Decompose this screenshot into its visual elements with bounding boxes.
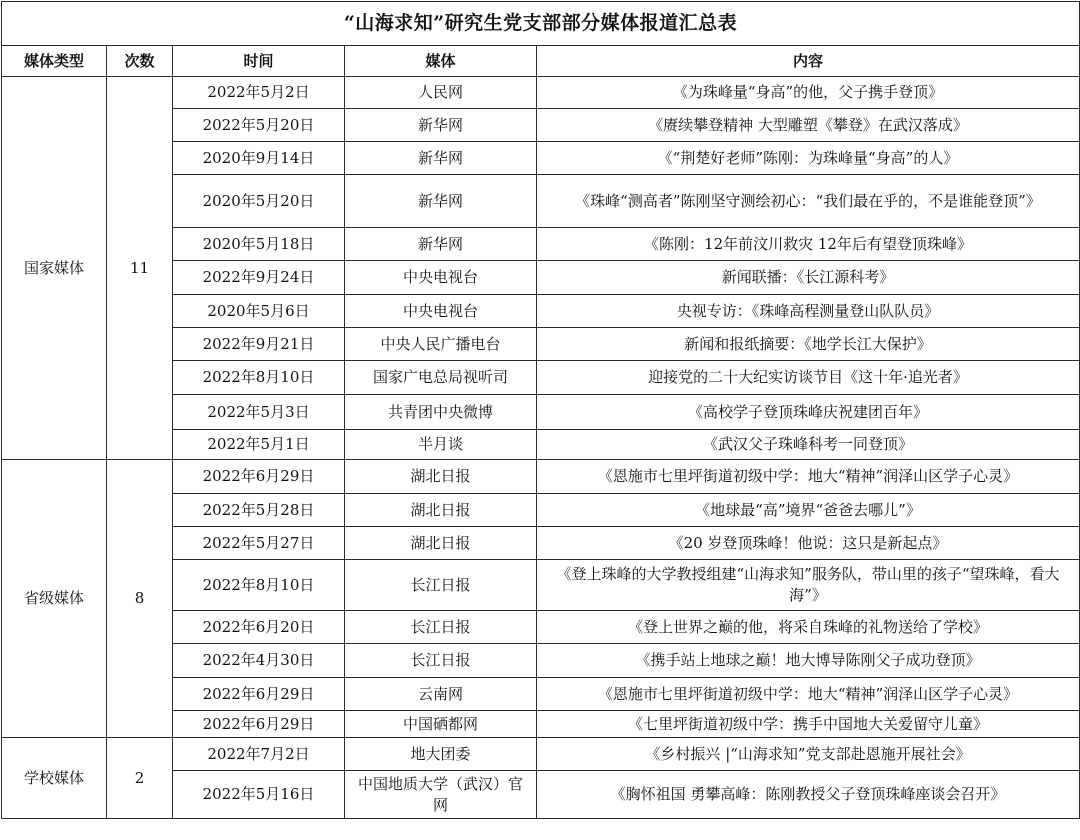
time-cell: 2022年4月30日	[173, 644, 345, 678]
content-cell: 《20 岁登顶珠峰！他说：这只是新起点》	[537, 527, 1080, 560]
media-report-table	[1, 1, 1080, 819]
time-cell: 2022年6月20日	[173, 611, 345, 644]
content-cell: 《为珠峰量“身高”的他，父子携手登顶》	[537, 77, 1080, 109]
header-media: 媒体	[345, 46, 537, 77]
media-cell: 湖北日报	[345, 527, 537, 560]
media-cell: 地大团委	[345, 738, 537, 771]
time-cell: 2022年5月27日	[173, 527, 345, 560]
content-cell: 《七里坪街道初级中学：携手中国地大关爱留守儿童》	[537, 711, 1080, 738]
table-body	[2, 77, 1080, 819]
content-cell: 《登上珠峰的大学教授组建“山海求知”服务队，带山里的孩子“望珠峰，看大海”》	[537, 560, 1080, 611]
time-cell: 2020年5月6日	[173, 295, 345, 328]
content-cell: 《胸怀祖国 勇攀高峰：陈刚教授父子登顶珠峰座谈会召开》	[537, 771, 1080, 819]
media-cell: 新华网	[345, 109, 537, 142]
media-cell: 长江日报	[345, 644, 537, 678]
content-cell: 央视专访：《珠峰高程测量登山队队员》	[537, 295, 1080, 328]
time-cell: 2022年8月10日	[173, 361, 345, 395]
media-cell: 中国地质大学（武汉）官网	[345, 771, 537, 819]
time-cell: 2022年9月24日	[173, 261, 345, 295]
time-cell: 2022年6月29日	[173, 678, 345, 711]
content-cell: 《赓续攀登精神 大型雕塑《攀登》在武汉落成》	[537, 109, 1080, 142]
table-row	[2, 738, 1080, 771]
time-cell: 2022年5月1日	[173, 430, 345, 460]
time-cell: 2020年5月20日	[173, 175, 345, 228]
header-time: 时间	[173, 46, 345, 77]
media-cell: 国家广电总局视听司	[345, 361, 537, 395]
media-cell: 共青团中央微博	[345, 395, 537, 430]
media-category-cell: 学校媒体	[2, 738, 107, 819]
content-cell: 《珠峰“测高者”陈刚坚守测绘初心：“我们最在乎的，不是谁能登顶”》	[537, 175, 1080, 228]
media-cell: 长江日报	[345, 560, 537, 611]
content-cell: 《地球最“高”境界“爸爸去哪儿”》	[537, 494, 1080, 527]
media-cell: 新华网	[345, 228, 537, 261]
media-category-cell: 省级媒体	[2, 460, 107, 738]
header-content: 内容	[537, 46, 1080, 77]
media-cell: 中央电视台	[345, 295, 537, 328]
time-cell: 2022年5月16日	[173, 771, 345, 819]
media-cell: 湖北日报	[345, 494, 537, 527]
time-cell: 2022年5月2日	[173, 77, 345, 109]
content-cell: 《恩施市七里坪街道初级中学：地大“精神”润泽山区学子心灵》	[537, 460, 1080, 494]
media-cell: 新华网	[345, 142, 537, 175]
report-count-cell: 11	[107, 77, 173, 460]
time-cell: 2022年5月20日	[173, 109, 345, 142]
table-title: “山海求知”研究生党支部部分媒体报道汇总表	[2, 2, 1080, 46]
content-cell: 新闻联播：《长江源科考》	[537, 261, 1080, 295]
content-cell: 迎接党的二十大纪实访谈节目《这十年·追光者》	[537, 361, 1080, 395]
time-cell: 2022年5月3日	[173, 395, 345, 430]
report-count-cell: 2	[107, 738, 173, 819]
time-cell: 2022年7月2日	[173, 738, 345, 771]
media-cell: 中央电视台	[345, 261, 537, 295]
content-cell: 《陈刚：12年前汶川救灾 12年后有望登顶珠峰》	[537, 228, 1080, 261]
time-cell: 2022年6月29日	[173, 711, 345, 738]
media-cell: 人民网	[345, 77, 537, 109]
media-cell: 中央人民广播电台	[345, 328, 537, 361]
content-cell: 《携手站上地球之巅！地大博导陈刚父子成功登顶》	[537, 644, 1080, 678]
content-cell: 《恩施市七里坪街道初级中学：地大“精神”润泽山区学子心灵》	[537, 678, 1080, 711]
header-row	[2, 46, 1080, 77]
time-cell: 2020年9月14日	[173, 142, 345, 175]
header-count: 次数	[107, 46, 173, 77]
time-cell: 2022年6月29日	[173, 460, 345, 494]
content-cell: 《登上世界之巅的他，将采自珠峰的礼物送给了学校》	[537, 611, 1080, 644]
content-cell: 《武汉父子珠峰科考一同登顶》	[537, 430, 1080, 460]
media-cell: 半月谈	[345, 430, 537, 460]
media-cell: 湖北日报	[345, 460, 537, 494]
time-cell: 2020年5月18日	[173, 228, 345, 261]
media-cell: 新华网	[345, 175, 537, 228]
time-cell: 2022年5月28日	[173, 494, 345, 527]
time-cell: 2022年8月10日	[173, 560, 345, 611]
media-category-cell: 国家媒体	[2, 77, 107, 460]
header-media-type: 媒体类型	[2, 46, 107, 77]
media-cell: 长江日报	[345, 611, 537, 644]
content-cell: 《乡村振兴 |“山海求知”党支部赴恩施开展社会》	[537, 738, 1080, 771]
media-cell: 云南网	[345, 678, 537, 711]
table-row	[2, 77, 1080, 109]
time-cell: 2022年9月21日	[173, 328, 345, 361]
content-cell: 《“荆楚好老师”陈刚：为珠峰量“身高”的人》	[537, 142, 1080, 175]
report-count-cell: 8	[107, 460, 173, 738]
table-row	[2, 460, 1080, 494]
content-cell: 新闻和报纸摘要：《地学长江大保护》	[537, 328, 1080, 361]
content-cell: 《高校学子登顶珠峰庆祝建团百年》	[537, 395, 1080, 430]
media-cell: 中国硒都网	[345, 711, 537, 738]
